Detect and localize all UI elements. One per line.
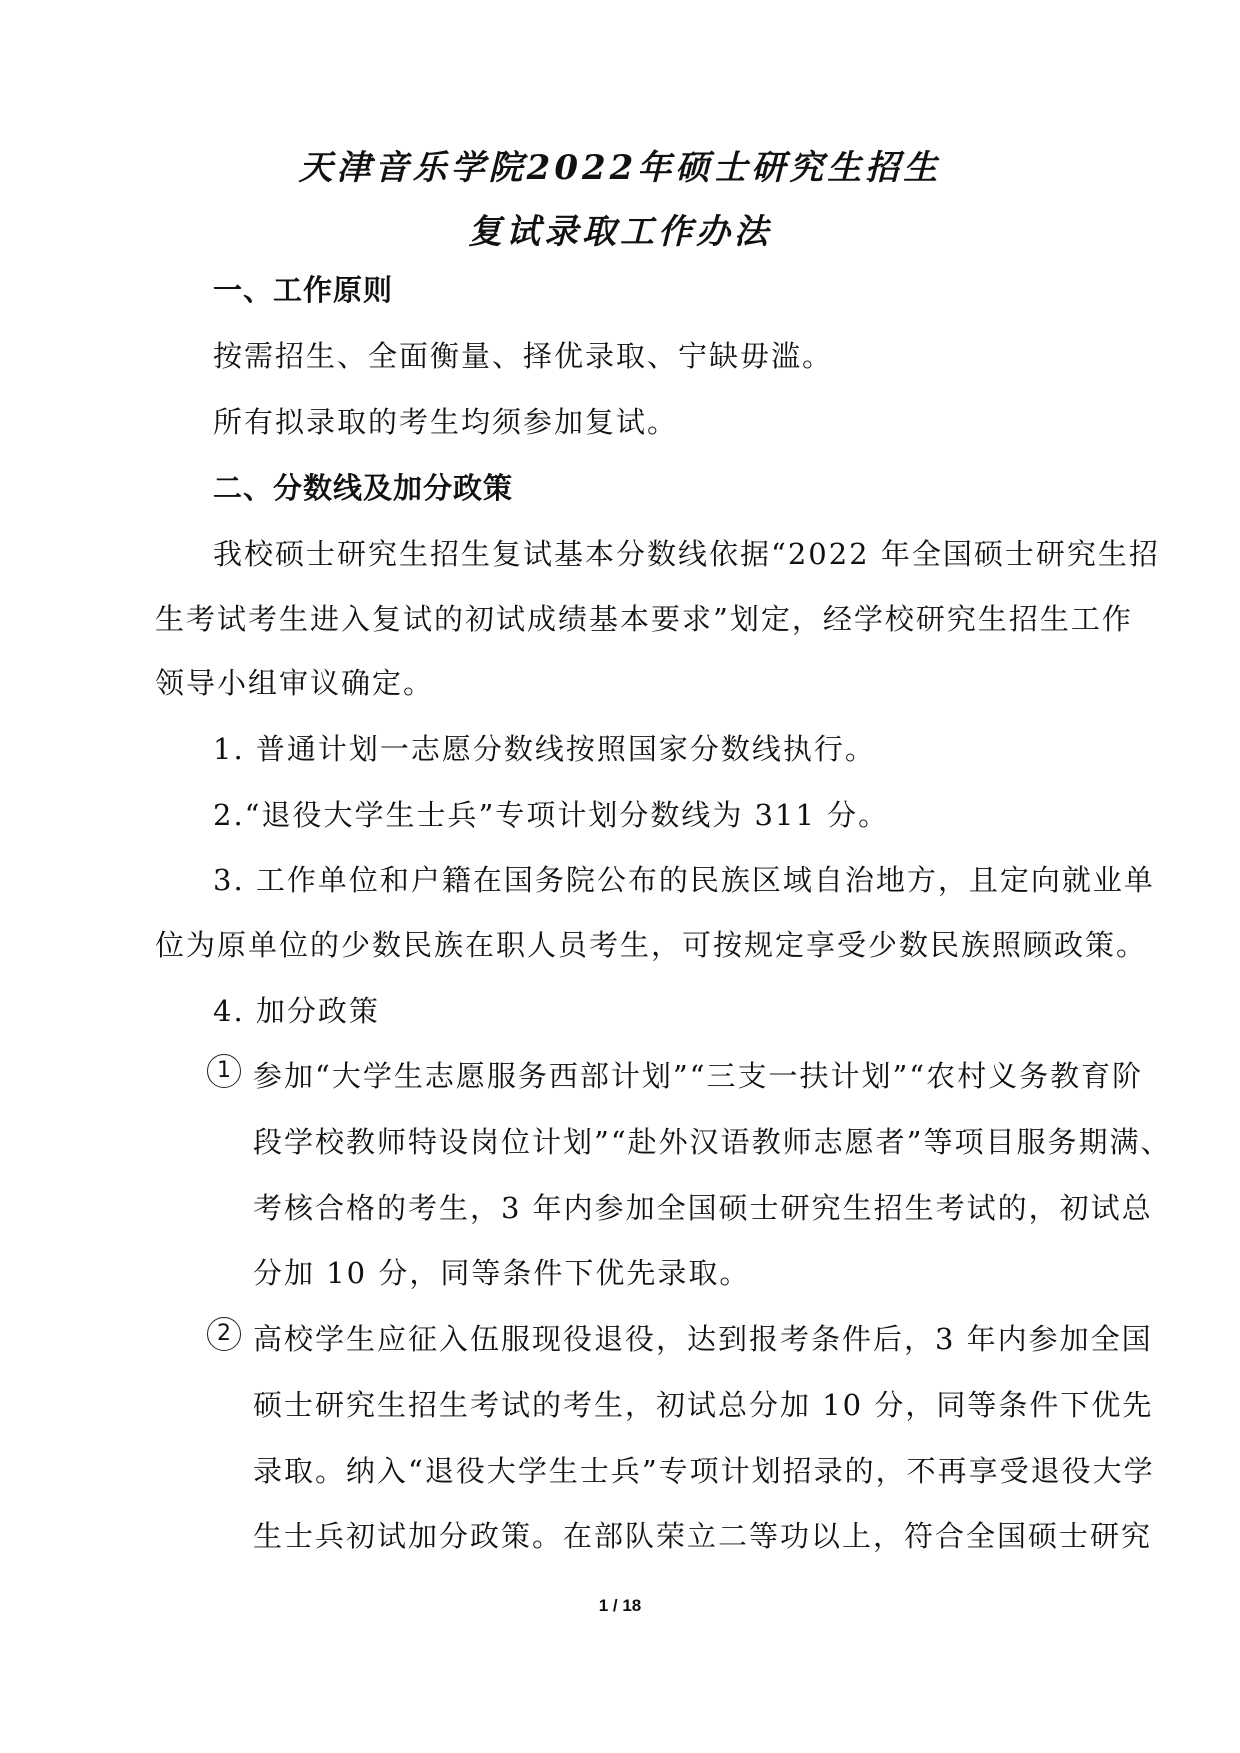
list-item-3-line-2: 位为原单位的少数民族在职人员考生，可按规定享受少数民族照顾政策。: [155, 928, 1148, 962]
paragraph-intro-line-3: 领导小组审议确定。: [155, 666, 435, 700]
document-title-line-1: 天津音乐学院2022年硕士研究生招生: [298, 148, 942, 188]
sub-item-1-line-4: 分加 10 分，同等条件下优先录取。: [253, 1256, 751, 1290]
sub-item-1-line-1: 参加“大学生志愿服务西部计划”“三支一扶计划”“农村义务教育阶: [253, 1059, 1144, 1093]
document-title-line-2: 复试录取工作办法: [468, 212, 772, 252]
circled-number-2: 2: [207, 1317, 241, 1351]
page-number: 1 / 18: [598, 1596, 642, 1615]
sub-item-2-line-2: 硕士研究生招生考试的考生，初试总分加 10 分，同等条件下优先: [253, 1388, 1154, 1422]
sub-item-2-line-1: 高校学生应征入伍服现役退役，达到报考条件后，3 年内参加全国: [253, 1322, 1153, 1356]
section-heading-score-policy: 二、分数线及加分政策: [213, 471, 514, 505]
paragraph-intro-line-1: 我校硕士研究生招生复试基本分数线依据“2022 年全国硕士研究生招: [213, 537, 1160, 571]
list-item-1: 1. 普通计划一志愿分数线按照国家分数线执行。: [213, 732, 876, 766]
sub-item-1-line-2: 段学校教师特设岗位计划”“赴外汉语教师志愿者”等项目服务期满、: [253, 1125, 1172, 1159]
section-heading-principles: 一、工作原则: [213, 273, 394, 307]
list-item-4: 4. 加分政策: [213, 994, 380, 1028]
list-item-3-line-1: 3. 工作单位和户籍在国务院公布的民族区域自治地方，且定向就业单: [213, 863, 1155, 897]
sub-item-2-line-3: 录取。纳入“退役大学生士兵”专项计划招录的，不再享受退役大学: [253, 1454, 1155, 1488]
sub-item-1-line-3: 考核合格的考生，3 年内参加全国硕士研究生招生考试的，初试总: [253, 1191, 1153, 1225]
paragraph-intro-line-2: 生考试考生进入复试的初试成绩基本要求”划定，经学校研究生招生工作: [155, 602, 1133, 636]
sub-item-2-line-4: 生士兵初试加分政策。在部队荣立二等功以上，符合全国硕士研究: [253, 1519, 1153, 1553]
list-item-2: 2.“退役大学生士兵”专项计划分数线为 311 分。: [213, 798, 890, 832]
paragraph-retest-required: 所有拟录取的考生均须参加复试。: [213, 405, 679, 439]
circled-number-1: 1: [207, 1054, 241, 1088]
paragraph-principles: 按需招生、全面衡量、择优录取、宁缺毋滥。: [213, 339, 834, 373]
